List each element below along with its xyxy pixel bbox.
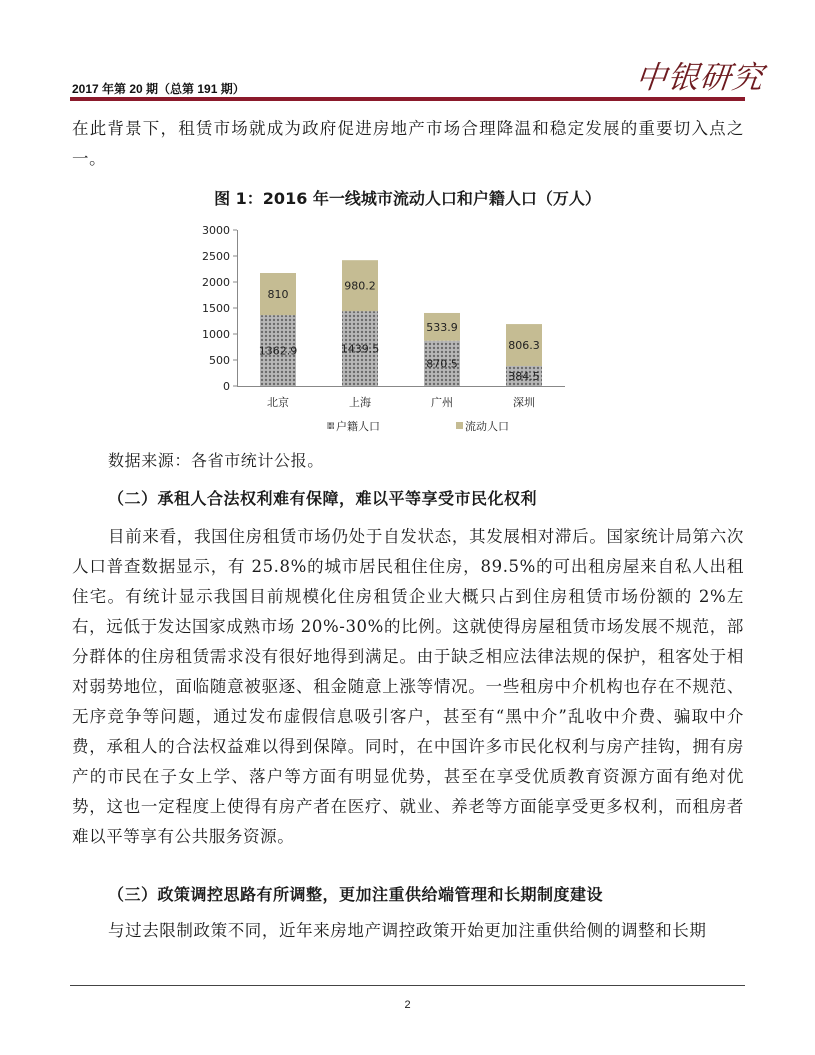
figure-source: 数据来源：各省市统计公报。 xyxy=(108,451,324,470)
section-2-body: 目前来看，我国住房租赁市场仍处于自发状态，其发展相对滞后。国家统计局第六次人口普查数据显示，有 25.8%的城市居民租住住房，89.5%的可出租房屋来自私人出租住宅。有统计显示我国目前规模化住房租赁企业大概只占到住房租赁市场份额的 2%左右，远低于发达国家成熟市场 20%-30%的比例。这就使得房屋租赁市场发展不规范，部分群体的住房租赁需求没有很好地得到满足。由于缺乏相应法律法规的保护，租客处于相对弱势地位，面临随意被驱逐、租金随意上涨等情况。一些租房中介机构也存在不规范、无序竞争等问题，通过发布虚假信息吸引客户，甚至有“黑中介”乱收中介费、骗取中介费，承租人的合法权益难以得到保障。同时，在中国许多市民化权利与房产挂钩，拥有房产的市民在子女上学、落户等方面有明显优势，甚至在享受优质教育资源方面有绝对优势，这也一定程度上使得有房产者在医疗、就业、养老等方面能享受更多权利，而租房者难以平等享有公共服务资源。 xyxy=(72,527,744,846)
stacked-bar-chart xyxy=(180,218,580,440)
x-tick-label: 广州 xyxy=(431,396,453,409)
legend-swatch-registered xyxy=(327,422,334,429)
section-2-heading: （二）承租人合法权利难有保障，难以平等享受市民化权利 xyxy=(108,489,538,508)
x-tick-label: 深圳 xyxy=(513,396,535,409)
bar-value-label: 384.5 xyxy=(508,370,540,384)
section-3-body: 与过去限制政策不同，近年来房地产调控政策开始更加注重供给侧的调整和长期 xyxy=(108,921,707,940)
bar-value-label: 810 xyxy=(267,288,289,302)
bar-value-label: 1439.5 xyxy=(340,342,380,356)
legend xyxy=(327,419,509,433)
y-tick-label: 2500 xyxy=(202,250,230,263)
y-tick-label: 3000 xyxy=(202,224,230,237)
y-tick-label: 2000 xyxy=(202,276,230,289)
header-logo: 中银研究 xyxy=(633,60,766,96)
page-number: 2 xyxy=(404,999,411,1011)
bar-value-label: 870.5 xyxy=(426,357,458,371)
figure-title: 图 1：2016 年一线城市流动人口和户籍人口（万人） xyxy=(214,189,601,208)
legend-label-floating: 流动人口 xyxy=(465,420,509,433)
bars xyxy=(259,260,542,386)
bar-value-label: 806.3 xyxy=(508,339,540,353)
x-tick-label: 北京 xyxy=(267,396,289,409)
header-issue: 2017 年第 20 期（总第 191 期） xyxy=(72,82,245,96)
bar-value-label: 533.9 xyxy=(426,320,458,334)
y-tick-label: 0 xyxy=(223,380,230,393)
header-rule xyxy=(70,97,745,101)
intro-paragraph: 在此背景下，租赁市场就成为政府促进房地产市场合理降温和稳定发展的重要切入点之一。 xyxy=(72,119,744,168)
y-axis xyxy=(202,224,238,393)
y-tick-label: 500 xyxy=(209,354,230,367)
y-tick-label: 1500 xyxy=(202,302,230,315)
x-tick-label: 上海 xyxy=(349,396,371,409)
legend-swatch-floating xyxy=(456,422,463,429)
x-axis-labels xyxy=(267,395,535,409)
footer-rule xyxy=(70,985,745,986)
bar-value-label: 980.2 xyxy=(344,279,376,293)
section-3-heading: （三）政策调控思路有所调整，更加注重供给端管理和长期制度建设 xyxy=(108,885,604,904)
legend-label-registered: 户籍人口 xyxy=(336,420,380,433)
bar-value-label: 1362.9 xyxy=(258,344,298,358)
y-tick-label: 1000 xyxy=(202,328,230,341)
